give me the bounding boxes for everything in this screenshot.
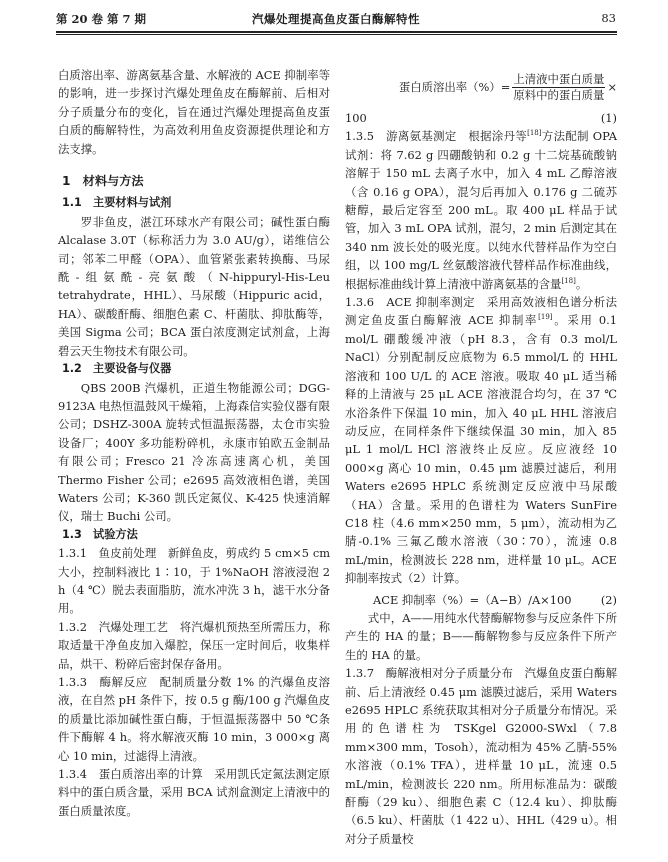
equation-1-times: × — [607, 80, 617, 95]
materials-paragraph: 罗非鱼皮，湛江环球水产有限公司；碱性蛋白酶 Alcalase 3.0T（标称活力为 3.0 AU/g），诺维信公司；邻苯二甲醛（OPA）、血管紧张素转换酶、马尿酰-组氨酰-亮氨酸（N-hippuryl-His-Leu tetrahydrate，HHL）、马尿酸（Hippuric acid，HA）、碳酸酐酶、细胞色素 C、杆菌肽、抑肽酶等，美国 Sigma 公司；BCA 蛋白浓度测定试剂盒，上海碧云天生物技术有限公司。 — [58, 214, 330, 358]
equation-1 — [345, 72, 617, 103]
header-rule-thin — [56, 34, 617, 35]
method-1-3-1: 1.3.1 鱼皮前处理 新鲜鱼皮，剪成约 5 cm×5 cm 大小，控制料液比 1∶10，于 1%NaOH 溶液浸泡 2 h（4 ℃）脱去表面脂肪，流水冲洗 3 h，滤干水分备用。 — [58, 546, 330, 616]
equation-1-fraction — [512, 72, 605, 103]
volume-issue: 第 20 卷 第 7 期 — [56, 12, 147, 26]
equation-2 — [345, 591, 617, 609]
section-1-heading: 1 材料与方法 — [62, 174, 144, 189]
equation-1-lhs: 蛋白质溶出率（%）= — [398, 80, 511, 95]
method-1-3-5-head: 1.3.5 游离氨基测定 根据涂丹等 — [345, 129, 528, 144]
method-1-3-6-body: 。采用 0.1 mol/L 硼酸缓冲液（pH 8.3，含有 0.3 mol/L NaCl）分别配制反应底物为 6.5 mmol/L 的 HHL 溶液和 100 U/L 的 ACE 溶液。吸取 40 μL 适当稀释的上清液与 25 μL ACE 溶液混合均匀，在 37 ℃水浴条件下保温 10 min，加入 40 μL HHL 溶液启动反应，在同样条件下继续保温 30 min，加入 85 μL 1 mol/L HCl 溶液终止反应。反应液经 10 000×g 离心 10 min，0.45 μm 滤膜过滤后，利用 Waters e2695 HPLC 系统测定反应液中马尿酸（HA）含量。采用的色谱柱为 Waters SunFire C18 柱（4.6 mm×250 mm，5 μm），流动相为乙腈-0.1% 三氟乙酸水溶液（30∶70），流速 0.8 mL/min，检测波长 228 nm，进样量 10 μL。ACE 抑制率按式（2）计算。 — [345, 313, 617, 586]
running-header — [56, 11, 616, 28]
left-column — [58, 66, 330, 820]
equation-1-denominator: 原料中的蛋白质量 — [513, 88, 605, 102]
equation-1-numerator: 上清液中蛋白质量 — [513, 72, 605, 86]
citation-19: [19] — [538, 313, 553, 322]
citation-18-repeat: [18] — [561, 276, 576, 285]
equation-2-formula: ACE 抑制率（%）=（A−B）/A×100 — [373, 592, 572, 607]
right-column — [345, 72, 617, 848]
method-1-3-2: 1.3.2 汽爆处理工艺 将汽爆机预热至所需压力，称取适量干净鱼皮加入爆腔，保压一定时间后，收集样品，烘干、粉碎后密封保存备用。 — [58, 619, 330, 671]
equation-2-number: (2) — [600, 592, 617, 607]
method-1-3-7: 1.3.7 酶解液相对分子质量分布 汽爆鱼皮蛋白酶解前、后上清液经 0.45 μm 滤膜过滤后，采用 Waters e2695 HPLC 系统获取其相对分子质量分布情况。采用的色谱柱为 TSKgel G2000-SWxl（7.8 mm×300 mm，Tosoh），流动相为 45% 乙腈-55% 水溶液（0.1% TFA），进样量 10 μL，流速 0.5 mL/min，检测波长 220 nm。所用标准品为：碳酸酐酶（29 ku）、细胞色素 C（12.4 ku）、抑肽酶（6.5 ku）、杆菌肽（1 422 u）、HHL（429 u）。相对分子质量校 — [345, 666, 617, 846]
section-1-1-heading: 1.1 主要材料与试剂 — [62, 196, 172, 210]
equipment-paragraph: QBS 200B 汽爆机，正道生物能源公司；DGG-9123A 电热恒温鼓风干燥箱，上海森信实验仪器有限公司；DSHZ-300A 旋转式恒温振荡器，太仓市实验设备厂；400Y 多功能粉碎机，永康市铂欧五金制品有限公司；Fresco 21 冷冻高速离心机，美国 Thermo Fisher 公司；e2695 高效液相色谱，美国 Waters 公司；K-360 凯氏定氮仪、K-425 快速消解仪，瑞士 Buchi 公司。 — [58, 380, 330, 524]
intro-paragraph: 白质溶出率、游离氨基含量、水解液的 ACE 抑制率等的影响，进一步探讨汽爆处理鱼皮在酶解前、后相对分子质量分布的变化，旨在通过汽爆处理提高鱼皮蛋白质的酶解特性，为高效利用鱼皮资源提供理论和方法支撑。 — [58, 68, 330, 156]
section-1-3-heading: 1.3 试验方法 — [62, 527, 138, 541]
method-1-3-5 — [345, 127, 617, 293]
method-1-3-5-body: 方法配制 OPA 试剂：将 7.62 g 四硼酸钠和 0.2 g 十二烷基硫酸钠溶解于 150 mL 去离子水中，加入 4 mL 乙醇溶液（含 0.16 g OPA），混匀后再加入 0.176 g 二硫苏糖醇，最后定容至 200 mL。取 400 μL 样品于试管，加入 3 mL OPA 试剂，混匀，2 min 后测定其在 340 nm 波长处的吸光度。以纯水代替样品作为空白组，以 100 mg/L 丝氨酸溶液代替样品作标准曲线，根据标准曲线计算上清液中游离氨基的含量 — [345, 129, 617, 291]
citation-18: [18] — [527, 129, 542, 138]
method-1-3-5-end: 。 — [575, 276, 588, 291]
method-1-3-4: 1.3.4 蛋白质溶出率的计算 采用凯氏定氮法测定原料中的蛋白质含量，采用 BCA 试剂盒测定上清液中的蛋白质量浓度。 — [58, 767, 330, 818]
method-1-3-6-head: 1.3.6 ACE 抑制率测定 采用高效液相色谱分析法测定鱼皮蛋白酶解液 ACE 抑制率 — [345, 295, 617, 328]
running-title: 汽爆处理提高鱼皮蛋白酶解特性 — [252, 12, 420, 26]
section-1-2-heading: 1.2 主要设备与仪器 — [62, 362, 172, 376]
method-1-3-3: 1.3.3 酶解反应 配制质量分数 1% 的汽爆鱼皮溶液，在自然 pH 条件下，按 0.5 g 酶/100 g 汽爆鱼皮的质量比添加碱性蛋白酶，于恒温振荡器中 50 ℃条件下酶解 4 h。将水解液灭酶 10 min，3 000×g 离心 10 min，过滤得上清液。 — [58, 675, 330, 763]
equation-2-explanation: 式中，A——用纯水代替酶解物参与反应条件下所产生的 HA 的量；B——酶解物参与反应条件下所产生的 HA 的量。 — [345, 610, 617, 662]
page-number: 83 — [601, 11, 616, 25]
equation-1-continuation — [345, 109, 617, 127]
method-1-3-6 — [345, 293, 617, 588]
equation-1-number: (1) — [600, 111, 617, 125]
equation-1-tail: 100 — [345, 111, 367, 125]
header-rule-thick — [56, 31, 617, 33]
